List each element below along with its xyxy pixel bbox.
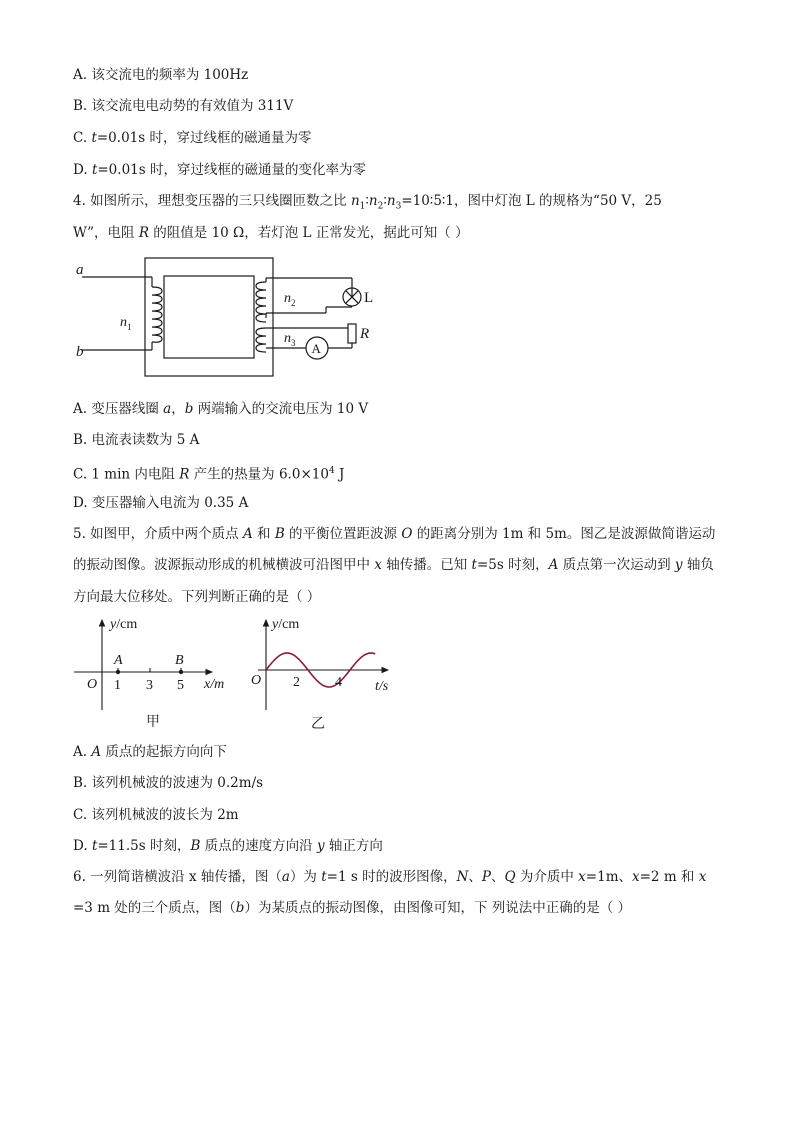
point-a	[116, 670, 120, 674]
y-axis-label-data: y/cm	[248, 612, 250, 613]
resistor-icon	[348, 324, 356, 343]
q4-option-c: C. 1 min 内电阻 R 产生的热量为 $6.0\times 10^4$ J	[73, 466, 345, 483]
ammeter-label: A	[311, 341, 321, 356]
q3-option-d: D. t=0.01s 时，穿过线框的磁通量的变化率为零	[73, 162, 366, 178]
figure-yi	[248, 612, 398, 737]
x-axis-label: x/m	[204, 677, 225, 692]
q5-stem-line3: 方向最大位移处。下列判断正确的是（ ）	[73, 589, 321, 605]
y-axis-label: y/cm	[110, 617, 138, 632]
q3-option-a: A. 该交流电的频率为 100Hz	[73, 67, 249, 83]
caption-yi: 乙	[311, 717, 325, 732]
point-a-label: A	[114, 653, 123, 668]
q5-option-a: A. A 质点的起振方向向下	[73, 744, 227, 760]
tick-1: 1	[114, 678, 121, 693]
q4-stem-line2: W”，电阻 R 的阻值是 10 Ω，若灯泡 L 正常发光，据此可知（ ）	[73, 225, 469, 241]
q4-stem-line1: 4. 如图所示，理想变压器的三只线圈匝数之比 $n_1∶n_2∶n_3=10∶5∶1$，图中灯泡 L 的规格为“50 V，25	[73, 193, 662, 212]
q5-option-d: D. t=11.5s 时刻，B 质点的速度方向沿 y 轴正方向	[73, 838, 383, 854]
figure-jia	[70, 612, 240, 737]
secondary-coil-n3	[256, 328, 266, 352]
q3-option-b: B. 该交流电电动势的有效值为 311V	[73, 98, 294, 114]
q5-stem-line2: 的振动图像。波源振动形成的机械横波可沿图甲中 x 轴传播。已知 t=5s 时刻，A 质点第一次运动到 y 轴负	[73, 557, 714, 573]
point-b	[179, 670, 183, 674]
y-axis-label-data: y/cm	[70, 612, 72, 613]
tick-5: 5	[177, 678, 184, 693]
caption-jia: 甲	[146, 715, 160, 730]
core-inner	[164, 276, 254, 358]
n2-label: $n_2$	[284, 291, 296, 308]
lamp-label: L	[364, 290, 374, 306]
primary-coil	[152, 287, 162, 342]
tick-2: 2	[293, 675, 300, 690]
q3-option-c: C. t=0.01s 时，穿过线框的磁通量为零	[73, 130, 312, 146]
q5-option-c: C. 该列机械波的波长为 2m	[73, 807, 239, 823]
q4-option-b: B. 电流表读数为 5 A	[73, 432, 200, 448]
tick-3: 3	[146, 678, 153, 693]
q6-stem-line2: =3 m 处的三个质点，图（b）为某质点的振动图像，由图像可知，下 列说法中正确的是（ ）	[73, 900, 632, 916]
resistor-label: R	[360, 326, 370, 342]
secondary-coil-n2	[256, 282, 266, 322]
n1-label: $n_1$	[120, 315, 132, 332]
q5-option-b: B. 该列机械波的波速为 0.2m/s	[73, 775, 264, 791]
point-b-label: B	[175, 653, 184, 668]
n3-label: $n_3$	[284, 331, 296, 348]
origin-label: O	[87, 677, 98, 692]
origin-label: O	[251, 673, 262, 688]
q6-stem-line1: 6. 一列简谐横波沿 x 轴传播，图（a）为 t=1 s 时的波形图像，N、P、Q 为介质中 x=1m、x=2 m 和 x	[73, 869, 707, 885]
terminal-b-label: b	[76, 344, 84, 360]
y-axis-label: y/cm	[272, 617, 300, 632]
tick-4: 4	[335, 675, 342, 690]
t-axis-label: t/s	[375, 679, 389, 694]
transformer-diagram	[70, 252, 380, 382]
q5-stem-line1: 5. 如图甲，介质中两个质点 A 和 B 的平衡位置距波源 O 的距离分别为 1m 和 5m。图乙是波源做简谐运动	[73, 526, 716, 542]
q4-option-d: D. 变压器输入电流为 0.35 A	[73, 495, 249, 511]
terminal-a-label: a	[76, 262, 84, 278]
q4-option-a: A. 变压器线圈 a，b 两端输入的交流电压为 10 V	[73, 401, 369, 417]
